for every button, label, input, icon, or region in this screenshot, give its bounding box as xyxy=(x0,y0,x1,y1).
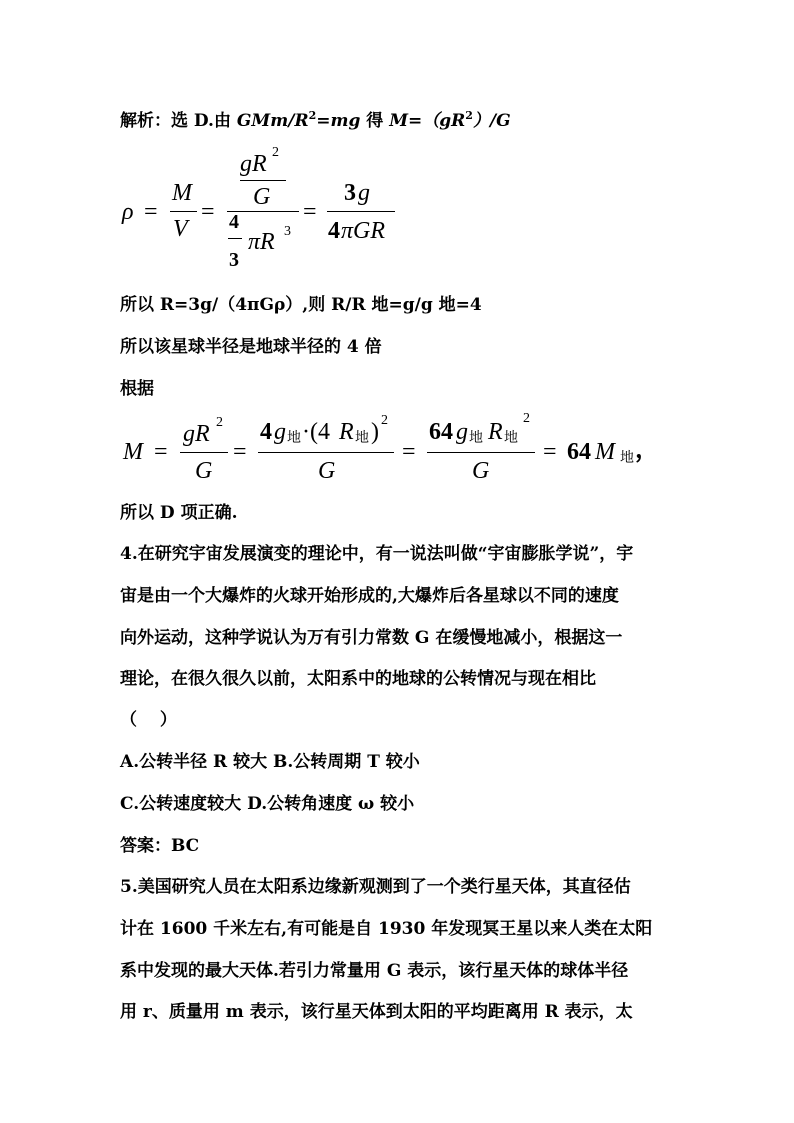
third-fraction-bar xyxy=(427,452,535,453)
equals-sign: = xyxy=(201,199,215,225)
exponent: 2 xyxy=(465,109,473,122)
earth-subscript: 地 xyxy=(355,431,369,446)
analysis-line-4: 所以该星球半径是地球半径的 4 倍 xyxy=(120,337,382,357)
exponent: 2 xyxy=(272,145,279,160)
fraction-numerator: M xyxy=(172,180,192,206)
q4-answer: 答案：BC xyxy=(120,836,200,856)
earth-subscript: 地 xyxy=(287,431,301,446)
coefficient-four: 4 xyxy=(229,211,239,233)
equals-sign: = xyxy=(233,439,247,465)
second-numerator-g: g xyxy=(274,419,286,445)
mass-expression-end: ）/G xyxy=(472,111,511,131)
coefficient-three: 3 xyxy=(229,249,239,271)
inner-denominator: G xyxy=(253,184,271,210)
mass-expression: M=（gR xyxy=(389,111,466,131)
mass-symbol: M xyxy=(123,439,143,465)
inner-numerator: gR xyxy=(240,151,267,177)
q4-line-5: （ ） xyxy=(120,710,177,730)
exponent: 2 xyxy=(523,411,530,426)
earth-subscript: 地 xyxy=(469,431,483,446)
equals-sign: = xyxy=(543,439,557,465)
q5-line-3: 系中发现的最大天体.若引力常量用 G 表示，该行星天体的球体半径 xyxy=(120,961,629,981)
first-numerator: gR xyxy=(183,421,210,447)
exponent: 2 xyxy=(381,413,388,428)
equals-sign: = xyxy=(144,199,158,225)
volume-term: πR xyxy=(248,229,275,255)
analysis-line-3: 所以 R=3g/（4πGρ）,则 R/R 地=g/g 地=4 xyxy=(120,295,482,315)
q4-line-2: 宙是由一个大爆炸的火球开始形成的,大爆炸后各星球以不同的速度 xyxy=(120,586,619,606)
equals-sign: = xyxy=(303,199,317,225)
q5-line-1: 5.美国研究人员在太阳系边缘新观测到了一个类行星天体，其直径估 xyxy=(120,877,631,897)
second-numerator-close: ) xyxy=(371,419,379,445)
q4-option-cd: C.公转速度较大 D.公转角速度 ω 较小 xyxy=(120,794,415,814)
q5-line-2: 计在 1600 千米左右,有可能是自 1930 年发现冥王星以来人类在太阳 xyxy=(120,919,653,939)
first-denominator: G xyxy=(195,458,213,484)
fraction-bar xyxy=(170,211,197,212)
fraction-denominator: V xyxy=(173,216,188,242)
second-denominator: G xyxy=(318,458,336,484)
analysis-line-6: 所以 D 项正确. xyxy=(120,503,238,523)
q4-line-3: 向外运动，这种学说认为万有引力常数 G 在缓慢地减小，根据这一 xyxy=(120,628,623,648)
third-numerator-coef: 64 xyxy=(429,419,453,445)
equals-sign: = xyxy=(154,439,168,465)
rho-symbol: ρ xyxy=(122,199,134,225)
equals-sign: = xyxy=(402,439,416,465)
result-mass: M xyxy=(595,439,615,465)
q5-line-4: 用 r、质量用 m 表示，该行星天体到太阳的平均距离用 R 表示，太 xyxy=(120,1002,633,1022)
small-fraction-bar xyxy=(228,238,242,239)
q4-line-4: 理论，在很久很久以前，太阳系中的地球的公转情况与现在相比 xyxy=(120,669,596,689)
comma: ， xyxy=(635,437,659,463)
result-denominator: πGR xyxy=(341,218,386,244)
analysis-prefix: 解析：选 D.由 xyxy=(120,111,237,131)
q4-line-1: 4.在研究宇宙发展演变的理论中，有一说法叫做“宇宙膨胀学说”，宇 xyxy=(120,544,634,564)
exponent: 2 xyxy=(308,109,317,122)
result-numerator-g: g xyxy=(358,180,370,206)
second-numerator-coef: 4 xyxy=(260,419,272,445)
exponent: 2 xyxy=(216,415,223,430)
first-fraction-bar xyxy=(180,452,228,453)
inner-fraction-bar xyxy=(240,180,286,181)
second-fraction-bar xyxy=(258,452,394,453)
connector-text: 得 xyxy=(360,111,390,131)
earth-subscript: 地 xyxy=(504,431,518,446)
result-coef: 64 xyxy=(567,439,591,465)
gravity-rhs: =mg xyxy=(316,111,361,131)
result-fraction-bar xyxy=(327,211,395,212)
second-numerator-R: R xyxy=(339,419,354,445)
result-denominator-coef: 4 xyxy=(328,218,340,244)
gravity-expression: GMm/R xyxy=(236,111,309,131)
q4-option-ab: A.公转半径 R 较大 B.公转周期 T 较小 xyxy=(120,752,420,772)
third-numerator-R: R xyxy=(488,419,503,445)
earth-subscript: 地 xyxy=(620,451,634,466)
second-numerator-paren: ·(4 xyxy=(302,419,330,445)
analysis-line-5: 根据 xyxy=(120,379,154,399)
result-numerator-coef: 3 xyxy=(344,180,356,206)
exponent: 3 xyxy=(284,224,291,239)
third-numerator-g: g xyxy=(456,419,468,445)
third-denominator: G xyxy=(472,458,490,484)
analysis-line-1 xyxy=(120,110,511,130)
